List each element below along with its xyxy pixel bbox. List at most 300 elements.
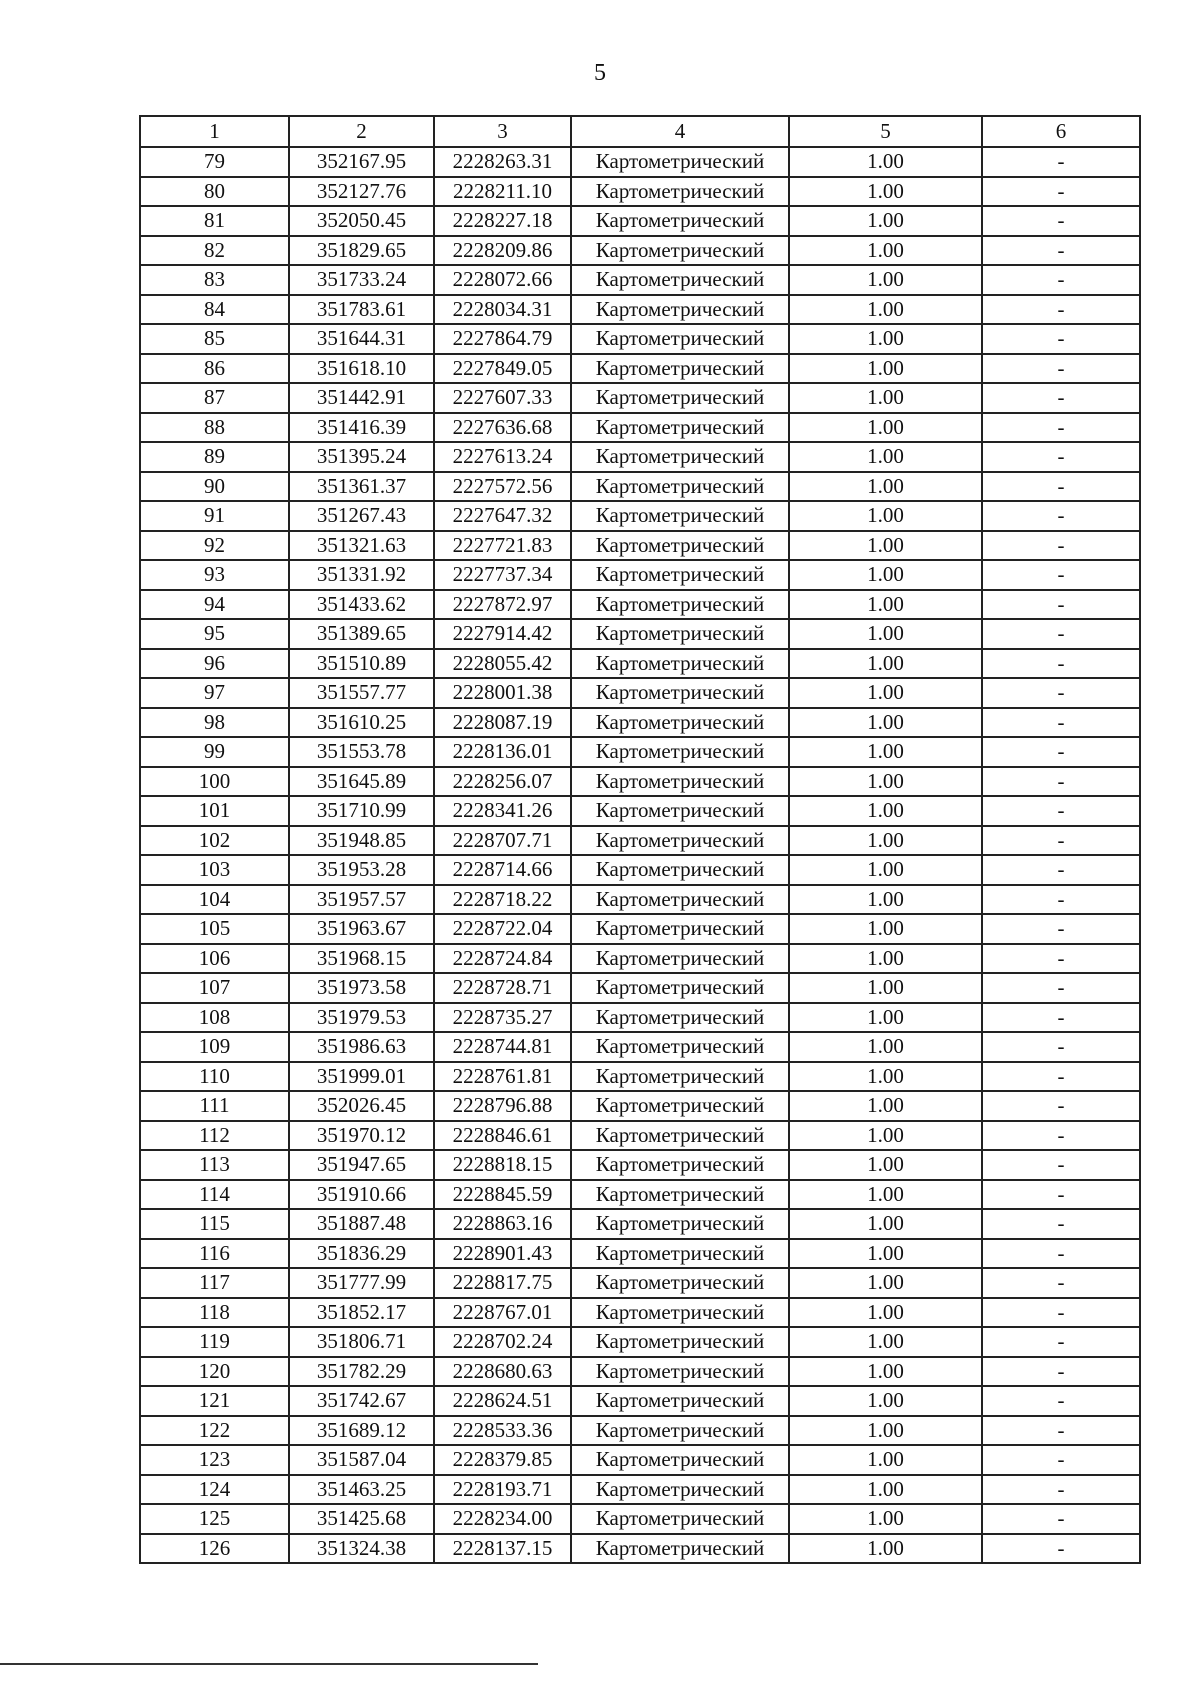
x-coordinate-cell: 351510.89	[289, 649, 434, 679]
y-coordinate-cell: 2228211.10	[434, 177, 571, 207]
point-number-cell: 81	[140, 206, 289, 236]
accuracy-cell: 1.00	[789, 560, 982, 590]
point-number-cell: 126	[140, 1534, 289, 1564]
y-coordinate-cell: 2228901.43	[434, 1239, 571, 1269]
accuracy-cell: 1.00	[789, 1357, 982, 1387]
x-coordinate-cell: 351806.71	[289, 1327, 434, 1357]
x-coordinate-cell: 351644.31	[289, 324, 434, 354]
x-coordinate-cell: 351957.57	[289, 885, 434, 915]
note-cell: -	[982, 826, 1140, 856]
accuracy-cell: 1.00	[789, 1416, 982, 1446]
table-row	[140, 973, 1140, 1003]
point-number-cell: 105	[140, 914, 289, 944]
x-coordinate-cell: 351948.85	[289, 826, 434, 856]
table-row	[140, 531, 1140, 561]
x-coordinate-cell: 351963.67	[289, 914, 434, 944]
note-cell: -	[982, 324, 1140, 354]
accuracy-cell: 1.00	[789, 1121, 982, 1151]
method-cell: Картометрический	[571, 1416, 789, 1446]
method-cell: Картометрический	[571, 1475, 789, 1505]
page-number: 5	[594, 60, 606, 86]
table-row	[140, 383, 1140, 413]
point-number-cell: 115	[140, 1209, 289, 1239]
point-number-cell: 122	[140, 1416, 289, 1446]
table-row	[140, 354, 1140, 384]
method-cell: Картометрический	[571, 1091, 789, 1121]
note-cell: -	[982, 1475, 1140, 1505]
point-number-cell: 89	[140, 442, 289, 472]
method-cell: Картометрический	[571, 1357, 789, 1387]
y-coordinate-cell: 2228193.71	[434, 1475, 571, 1505]
note-cell: -	[982, 442, 1140, 472]
note-cell: -	[982, 1003, 1140, 1033]
accuracy-cell: 1.00	[789, 1534, 982, 1564]
y-coordinate-cell: 2228761.81	[434, 1062, 571, 1092]
note-cell: -	[982, 354, 1140, 384]
note-cell: -	[982, 1386, 1140, 1416]
method-cell: Картометрический	[571, 413, 789, 443]
x-coordinate-cell: 352167.95	[289, 147, 434, 177]
point-number-cell: 114	[140, 1180, 289, 1210]
x-coordinate-cell: 351553.78	[289, 737, 434, 767]
x-coordinate-cell: 351829.65	[289, 236, 434, 266]
method-cell: Картометрический	[571, 442, 789, 472]
method-cell: Картометрический	[571, 1534, 789, 1564]
method-cell: Картометрический	[571, 531, 789, 561]
y-coordinate-cell: 2228846.61	[434, 1121, 571, 1151]
method-cell: Картометрический	[571, 1504, 789, 1534]
x-coordinate-cell: 351953.28	[289, 855, 434, 885]
note-cell: -	[982, 1268, 1140, 1298]
method-cell: Картометрический	[571, 324, 789, 354]
x-coordinate-cell: 351910.66	[289, 1180, 434, 1210]
point-number-cell: 103	[140, 855, 289, 885]
y-coordinate-cell: 2228533.36	[434, 1416, 571, 1446]
note-cell: -	[982, 1121, 1140, 1151]
accuracy-cell: 1.00	[789, 1180, 982, 1210]
point-number-cell: 121	[140, 1386, 289, 1416]
method-cell: Картометрический	[571, 1239, 789, 1269]
point-number-cell: 87	[140, 383, 289, 413]
table-row	[140, 855, 1140, 885]
accuracy-cell: 1.00	[789, 1062, 982, 1092]
accuracy-cell: 1.00	[789, 1386, 982, 1416]
table-row	[140, 472, 1140, 502]
method-cell: Картометрический	[571, 855, 789, 885]
note-cell: -	[982, 1150, 1140, 1180]
y-coordinate-cell: 2227647.32	[434, 501, 571, 531]
table-row	[140, 914, 1140, 944]
y-coordinate-cell: 2228724.84	[434, 944, 571, 974]
method-cell: Картометрический	[571, 236, 789, 266]
note-cell: -	[982, 944, 1140, 974]
table-row	[140, 413, 1140, 443]
accuracy-cell: 1.00	[789, 1327, 982, 1357]
point-number-cell: 84	[140, 295, 289, 325]
table-row	[140, 737, 1140, 767]
table-row	[140, 678, 1140, 708]
column-header-5: 5	[789, 116, 982, 147]
accuracy-cell: 1.00	[789, 885, 982, 915]
table-row	[140, 1239, 1140, 1269]
table-row	[140, 1327, 1140, 1357]
method-cell: Картометрический	[571, 1209, 789, 1239]
table-row	[140, 206, 1140, 236]
note-cell: -	[982, 531, 1140, 561]
y-coordinate-cell: 2228702.24	[434, 1327, 571, 1357]
method-cell: Картометрический	[571, 737, 789, 767]
method-cell: Картометрический	[571, 1386, 789, 1416]
y-coordinate-cell: 2228034.31	[434, 295, 571, 325]
point-number-cell: 94	[140, 590, 289, 620]
table-row	[140, 1268, 1140, 1298]
x-coordinate-cell: 351970.12	[289, 1121, 434, 1151]
x-coordinate-cell: 351968.15	[289, 944, 434, 974]
method-cell: Картометрический	[571, 295, 789, 325]
x-coordinate-cell: 351324.38	[289, 1534, 434, 1564]
note-cell: -	[982, 796, 1140, 826]
x-coordinate-cell: 351887.48	[289, 1209, 434, 1239]
point-number-cell: 82	[140, 236, 289, 266]
note-cell: -	[982, 590, 1140, 620]
method-cell: Картометрический	[571, 1445, 789, 1475]
accuracy-cell: 1.00	[789, 442, 982, 472]
x-coordinate-cell: 351742.67	[289, 1386, 434, 1416]
method-cell: Картометрический	[571, 1327, 789, 1357]
accuracy-cell: 1.00	[789, 1475, 982, 1505]
y-coordinate-cell: 2228728.71	[434, 973, 571, 1003]
y-coordinate-cell: 2227572.56	[434, 472, 571, 502]
table-row	[140, 1150, 1140, 1180]
table-header-row	[140, 116, 1140, 147]
note-cell: -	[982, 1357, 1140, 1387]
accuracy-cell: 1.00	[789, 324, 982, 354]
point-number-cell: 79	[140, 147, 289, 177]
method-cell: Картометрический	[571, 354, 789, 384]
y-coordinate-cell: 2228055.42	[434, 649, 571, 679]
method-cell: Картометрический	[571, 708, 789, 738]
accuracy-cell: 1.00	[789, 1091, 982, 1121]
y-coordinate-cell: 2227849.05	[434, 354, 571, 384]
x-coordinate-cell: 351979.53	[289, 1003, 434, 1033]
point-number-cell: 118	[140, 1298, 289, 1328]
y-coordinate-cell: 2228624.51	[434, 1386, 571, 1416]
y-coordinate-cell: 2228796.88	[434, 1091, 571, 1121]
table-row	[140, 1357, 1140, 1387]
note-cell: -	[982, 1327, 1140, 1357]
table-row	[140, 147, 1140, 177]
y-coordinate-cell: 2228072.66	[434, 265, 571, 295]
table-row	[140, 501, 1140, 531]
point-number-cell: 102	[140, 826, 289, 856]
note-cell: -	[982, 1180, 1140, 1210]
table-row	[140, 1121, 1140, 1151]
x-coordinate-cell: 351836.29	[289, 1239, 434, 1269]
table-row	[140, 1298, 1140, 1328]
y-coordinate-cell: 2228001.38	[434, 678, 571, 708]
table-row	[140, 1504, 1140, 1534]
point-number-cell: 125	[140, 1504, 289, 1534]
table-row	[140, 885, 1140, 915]
x-coordinate-cell: 351557.77	[289, 678, 434, 708]
table-row	[140, 826, 1140, 856]
note-cell: -	[982, 147, 1140, 177]
table-row	[140, 1003, 1140, 1033]
accuracy-cell: 1.00	[789, 206, 982, 236]
accuracy-cell: 1.00	[789, 737, 982, 767]
point-number-cell: 86	[140, 354, 289, 384]
y-coordinate-cell: 2228714.66	[434, 855, 571, 885]
y-coordinate-cell: 2228817.75	[434, 1268, 571, 1298]
note-cell: -	[982, 1445, 1140, 1475]
y-coordinate-cell: 2227721.83	[434, 531, 571, 561]
method-cell: Картометрический	[571, 826, 789, 856]
note-cell: -	[982, 1504, 1140, 1534]
accuracy-cell: 1.00	[789, 413, 982, 443]
y-coordinate-cell: 2228863.16	[434, 1209, 571, 1239]
accuracy-cell: 1.00	[789, 973, 982, 1003]
x-coordinate-cell: 351267.43	[289, 501, 434, 531]
accuracy-cell: 1.00	[789, 147, 982, 177]
accuracy-cell: 1.00	[789, 1239, 982, 1269]
point-number-cell: 95	[140, 619, 289, 649]
accuracy-cell: 1.00	[789, 177, 982, 207]
y-coordinate-cell: 2227914.42	[434, 619, 571, 649]
accuracy-cell: 1.00	[789, 1268, 982, 1298]
x-coordinate-cell: 351986.63	[289, 1032, 434, 1062]
method-cell: Картометрический	[571, 177, 789, 207]
table-row	[140, 236, 1140, 266]
point-number-cell: 99	[140, 737, 289, 767]
y-coordinate-cell: 2228379.85	[434, 1445, 571, 1475]
x-coordinate-cell: 351389.65	[289, 619, 434, 649]
note-cell: -	[982, 236, 1140, 266]
method-cell: Картометрический	[571, 767, 789, 797]
x-coordinate-cell: 351710.99	[289, 796, 434, 826]
table-row	[140, 944, 1140, 974]
y-coordinate-cell: 2227607.33	[434, 383, 571, 413]
y-coordinate-cell: 2227864.79	[434, 324, 571, 354]
note-cell: -	[982, 885, 1140, 915]
y-coordinate-cell: 2228087.19	[434, 708, 571, 738]
y-coordinate-cell: 2228209.86	[434, 236, 571, 266]
note-cell: -	[982, 678, 1140, 708]
accuracy-cell: 1.00	[789, 619, 982, 649]
note-cell: -	[982, 973, 1140, 1003]
accuracy-cell: 1.00	[789, 295, 982, 325]
point-number-cell: 107	[140, 973, 289, 1003]
method-cell: Картометрический	[571, 914, 789, 944]
footer-divider	[0, 1663, 538, 1665]
coordinates-table	[139, 115, 1141, 1564]
accuracy-cell: 1.00	[789, 1445, 982, 1475]
x-coordinate-cell: 351777.99	[289, 1268, 434, 1298]
y-coordinate-cell: 2228263.31	[434, 147, 571, 177]
column-header-1: 1	[140, 116, 289, 147]
accuracy-cell: 1.00	[789, 1150, 982, 1180]
accuracy-cell: 1.00	[789, 796, 982, 826]
point-number-cell: 100	[140, 767, 289, 797]
note-cell: -	[982, 1298, 1140, 1328]
table-row	[140, 442, 1140, 472]
x-coordinate-cell: 351425.68	[289, 1504, 434, 1534]
method-cell: Картометрический	[571, 619, 789, 649]
y-coordinate-cell: 2227872.97	[434, 590, 571, 620]
point-number-cell: 111	[140, 1091, 289, 1121]
table-row	[140, 177, 1140, 207]
x-coordinate-cell: 351395.24	[289, 442, 434, 472]
y-coordinate-cell: 2228234.00	[434, 1504, 571, 1534]
y-coordinate-cell: 2227737.34	[434, 560, 571, 590]
method-cell: Картометрический	[571, 1032, 789, 1062]
method-cell: Картометрический	[571, 1268, 789, 1298]
point-number-cell: 91	[140, 501, 289, 531]
table-row	[140, 1475, 1140, 1505]
note-cell: -	[982, 767, 1140, 797]
x-coordinate-cell: 351973.58	[289, 973, 434, 1003]
table-row	[140, 295, 1140, 325]
accuracy-cell: 1.00	[789, 1504, 982, 1534]
table-row	[140, 1032, 1140, 1062]
note-cell: -	[982, 1534, 1140, 1564]
table-row	[140, 1534, 1140, 1564]
point-number-cell: 109	[140, 1032, 289, 1062]
table-row	[140, 1180, 1140, 1210]
note-cell: -	[982, 1032, 1140, 1062]
y-coordinate-cell: 2227613.24	[434, 442, 571, 472]
note-cell: -	[982, 1416, 1140, 1446]
point-number-cell: 113	[140, 1150, 289, 1180]
method-cell: Картометрический	[571, 206, 789, 236]
column-header-2: 2	[289, 116, 434, 147]
accuracy-cell: 1.00	[789, 708, 982, 738]
x-coordinate-cell: 351733.24	[289, 265, 434, 295]
point-number-cell: 85	[140, 324, 289, 354]
accuracy-cell: 1.00	[789, 531, 982, 561]
y-coordinate-cell: 2228227.18	[434, 206, 571, 236]
x-coordinate-cell: 351442.91	[289, 383, 434, 413]
y-coordinate-cell: 2227636.68	[434, 413, 571, 443]
column-header-4: 4	[571, 116, 789, 147]
table-row	[140, 796, 1140, 826]
table-row	[140, 1386, 1140, 1416]
point-number-cell: 90	[140, 472, 289, 502]
accuracy-cell: 1.00	[789, 472, 982, 502]
method-cell: Картометрический	[571, 590, 789, 620]
point-number-cell: 80	[140, 177, 289, 207]
x-coordinate-cell: 352127.76	[289, 177, 434, 207]
method-cell: Картометрический	[571, 678, 789, 708]
accuracy-cell: 1.00	[789, 383, 982, 413]
note-cell: -	[982, 1239, 1140, 1269]
accuracy-cell: 1.00	[789, 1209, 982, 1239]
x-coordinate-cell: 352050.45	[289, 206, 434, 236]
point-number-cell: 112	[140, 1121, 289, 1151]
x-coordinate-cell: 351947.65	[289, 1150, 434, 1180]
x-coordinate-cell: 351361.37	[289, 472, 434, 502]
point-number-cell: 98	[140, 708, 289, 738]
point-number-cell: 97	[140, 678, 289, 708]
table-row	[140, 1091, 1140, 1121]
method-cell: Картометрический	[571, 885, 789, 915]
accuracy-cell: 1.00	[789, 944, 982, 974]
point-number-cell: 83	[140, 265, 289, 295]
accuracy-cell: 1.00	[789, 236, 982, 266]
x-coordinate-cell: 351610.25	[289, 708, 434, 738]
point-number-cell: 108	[140, 1003, 289, 1033]
accuracy-cell: 1.00	[789, 914, 982, 944]
method-cell: Картометрический	[571, 1003, 789, 1033]
point-number-cell: 119	[140, 1327, 289, 1357]
x-coordinate-cell: 351587.04	[289, 1445, 434, 1475]
y-coordinate-cell: 2228707.71	[434, 826, 571, 856]
note-cell: -	[982, 737, 1140, 767]
y-coordinate-cell: 2228744.81	[434, 1032, 571, 1062]
note-cell: -	[982, 855, 1140, 885]
y-coordinate-cell: 2228718.22	[434, 885, 571, 915]
table-row	[140, 1416, 1140, 1446]
note-cell: -	[982, 560, 1140, 590]
method-cell: Картометрический	[571, 944, 789, 974]
accuracy-cell: 1.00	[789, 265, 982, 295]
note-cell: -	[982, 708, 1140, 738]
point-number-cell: 123	[140, 1445, 289, 1475]
y-coordinate-cell: 2228767.01	[434, 1298, 571, 1328]
table-row	[140, 767, 1140, 797]
y-coordinate-cell: 2228735.27	[434, 1003, 571, 1033]
point-number-cell: 117	[140, 1268, 289, 1298]
accuracy-cell: 1.00	[789, 826, 982, 856]
accuracy-cell: 1.00	[789, 354, 982, 384]
y-coordinate-cell: 2228845.59	[434, 1180, 571, 1210]
table-row	[140, 590, 1140, 620]
table-body	[140, 147, 1140, 1563]
point-number-cell: 101	[140, 796, 289, 826]
x-coordinate-cell: 351463.25	[289, 1475, 434, 1505]
note-cell: -	[982, 413, 1140, 443]
method-cell: Картометрический	[571, 1062, 789, 1092]
point-number-cell: 88	[140, 413, 289, 443]
x-coordinate-cell: 351331.92	[289, 560, 434, 590]
point-number-cell: 116	[140, 1239, 289, 1269]
accuracy-cell: 1.00	[789, 1003, 982, 1033]
point-number-cell: 92	[140, 531, 289, 561]
method-cell: Картометрический	[571, 796, 789, 826]
method-cell: Картометрический	[571, 1180, 789, 1210]
table-row	[140, 560, 1140, 590]
x-coordinate-cell: 351433.62	[289, 590, 434, 620]
x-coordinate-cell: 351618.10	[289, 354, 434, 384]
method-cell: Картометрический	[571, 1298, 789, 1328]
x-coordinate-cell: 351321.63	[289, 531, 434, 561]
y-coordinate-cell: 2228137.15	[434, 1534, 571, 1564]
method-cell: Картометрический	[571, 147, 789, 177]
accuracy-cell: 1.00	[789, 1298, 982, 1328]
method-cell: Картометрический	[571, 1121, 789, 1151]
point-number-cell: 110	[140, 1062, 289, 1092]
note-cell: -	[982, 501, 1140, 531]
note-cell: -	[982, 914, 1140, 944]
y-coordinate-cell: 2228680.63	[434, 1357, 571, 1387]
point-number-cell: 93	[140, 560, 289, 590]
note-cell: -	[982, 472, 1140, 502]
x-coordinate-cell: 351782.29	[289, 1357, 434, 1387]
accuracy-cell: 1.00	[789, 649, 982, 679]
note-cell: -	[982, 383, 1140, 413]
accuracy-cell: 1.00	[789, 678, 982, 708]
accuracy-cell: 1.00	[789, 767, 982, 797]
y-coordinate-cell: 2228818.15	[434, 1150, 571, 1180]
